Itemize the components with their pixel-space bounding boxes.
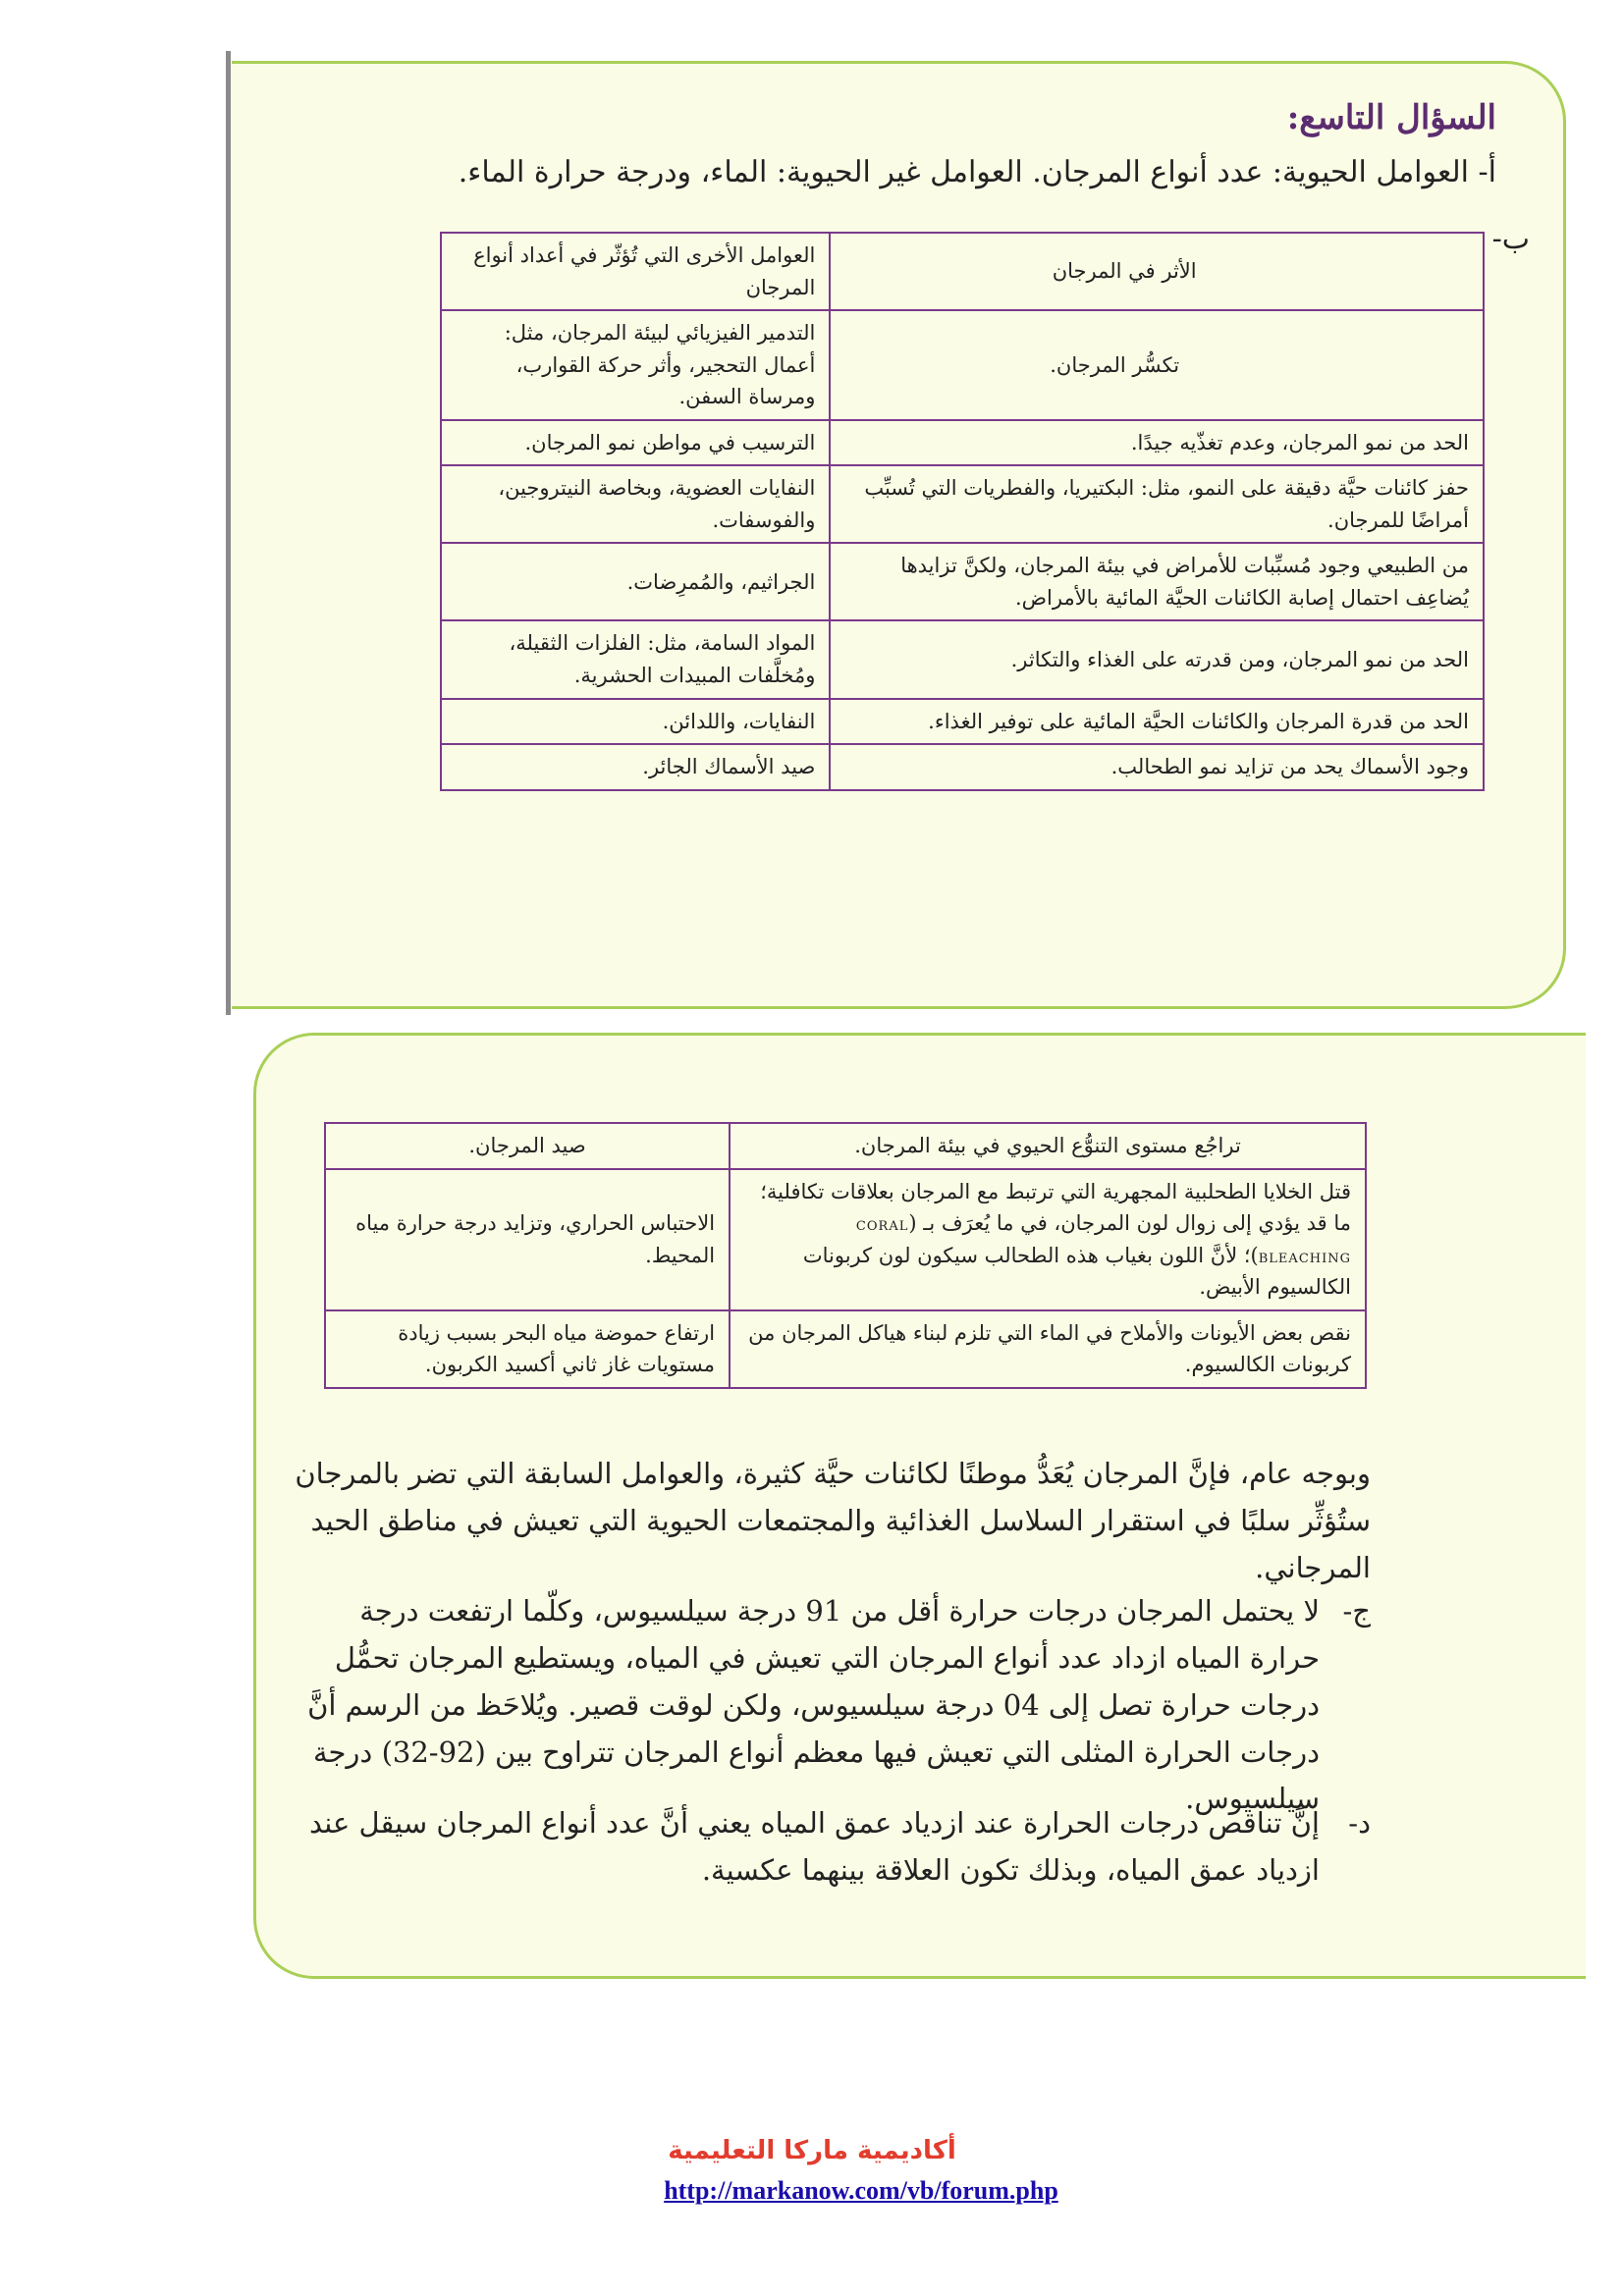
factor-cell: النفايات، واللدائن. bbox=[441, 699, 830, 745]
academy-name: أكاديمية ماركا التعليمية bbox=[668, 2136, 956, 2165]
effect-cell bbox=[730, 1169, 1366, 1310]
coral-bleaching-term: CORAL BLEACHING bbox=[855, 1219, 1351, 1266]
factor-cell: صيد الأسماك الجائر. bbox=[441, 744, 830, 790]
table-row bbox=[325, 1123, 1366, 1169]
effect-cell: تكسُّر المرجان. bbox=[830, 310, 1484, 420]
part-b-label: ب- bbox=[1491, 222, 1530, 256]
table-row bbox=[325, 1169, 1366, 1310]
effect-cell: الحد من قدرة المرجان والكائنات الحيَّة المائية على توفير الغذاء. bbox=[830, 699, 1484, 745]
part-j-label: ج- bbox=[1342, 1594, 1371, 1628]
table-row bbox=[441, 744, 1484, 790]
margin-rule bbox=[226, 51, 231, 1015]
table-row bbox=[441, 543, 1484, 620]
factor-cell: المواد السامة، مثل: الفلزات الثقيلة، ومُخلَّفات المبيدات الحشرية. bbox=[441, 620, 830, 698]
factors-table bbox=[440, 232, 1485, 791]
table-row bbox=[441, 465, 1484, 543]
part-d-label: د- bbox=[1348, 1806, 1371, 1840]
effect-cell: تراجُع مستوى التنوُّع الحيوي في بيئة المرجان. bbox=[730, 1123, 1366, 1169]
header-effect: الأثر في المرجان bbox=[830, 233, 1484, 310]
effect-cell: حفز كائنات حيَّة دقيقة على النمو، مثل: البكتيريا، والفطريات التي تُسبِّب أمراضًا للمرجان. bbox=[830, 465, 1484, 543]
factor-cell: النفايات العضوية، وبخاصة النيتروجين، والفوسفات. bbox=[441, 465, 830, 543]
part-d bbox=[291, 1800, 1371, 1895]
factor-cell: صيد المرجان. bbox=[325, 1123, 730, 1169]
effect-cell: الحد من نمو المرجان، وعدم تغذّيه جيدًا. bbox=[830, 420, 1484, 466]
factor-cell: التدمير الفيزيائي لبيئة المرجان، مثل: أعمال التحجير، وأثر حركة القوارب، ومرساة السفن. bbox=[441, 310, 830, 420]
part-a bbox=[459, 155, 1496, 189]
effect-cell: الحد من نمو المرجان، ومن قدرته على الغذاء والتكاثر. bbox=[830, 620, 1484, 698]
table-row bbox=[441, 620, 1484, 698]
footer-link-wrap bbox=[0, 2176, 1624, 2206]
factor-cell: ارتفاع حموضة مياه البحر بسبب زيادة مستويات غاز ثاني أكسيد الكربون. bbox=[325, 1310, 730, 1388]
effect-cell: وجود الأسماك يحد من تزايد نمو الطحالب. bbox=[830, 744, 1484, 790]
header-factor: العوامل الأخرى التي تُؤثّر في أعداد أنواع المرجان bbox=[441, 233, 830, 310]
part-d-text: إنَّ تناقص درجات الحرارة عند ازدياد عمق المياه يعني أنَّ عدد أنواع المرجان سيقل عند ازدياد عمق المياه، وبذلك تكون العلاقة بينهما عكسية. bbox=[308, 1806, 1320, 1887]
factors-table-continued bbox=[324, 1122, 1367, 1389]
factor-cell: الجراثيم، والمُمرِضات. bbox=[441, 543, 830, 620]
part-a-text: العوامل الحيوية: عدد أنواع المرجان. العوامل غير الحيوية: الماء، ودرجة حرارة الماء. bbox=[458, 155, 1469, 189]
effect-cell: نقص بعض الأيونات والأملاح في الماء التي تلزم لبناء هياكل المرجان من كربونات الكالسيوم. bbox=[730, 1310, 1366, 1388]
table-row bbox=[441, 420, 1484, 466]
question-title: السؤال التاسع: bbox=[1286, 98, 1496, 137]
factor-cell: الاحتباس الحراري، وتزايد درجة حرارة مياه المحيط. bbox=[325, 1169, 730, 1310]
forum-link[interactable]: http://markanow.com/vb/forum.php bbox=[664, 2176, 1058, 2205]
factor-cell: الترسيب في مواطن نمو المرجان. bbox=[441, 420, 830, 466]
table-row bbox=[325, 1310, 1366, 1388]
table-row bbox=[441, 699, 1484, 745]
table-row bbox=[441, 310, 1484, 420]
effect-cell: من الطبيعي وجود مُسبِّبات للأمراض في بيئة المرجان، ولكنَّ تزايدها يُضاعِف احتمال إصابة الكائنات الحيَّة المائية بالأمراض. bbox=[830, 543, 1484, 620]
table-header-row bbox=[441, 233, 1484, 310]
part-j-text: لا يحتمل المرجان درجات حرارة أقل من 91 درجة سيلسيوس، وكلّما ارتفعت درجة حرارة المياه ازداد عدد أنواع المرجان التي تعيش في المياه، ويستطيع المرجان تحمُّل درجات حرارة تصل إلى 04 درجة سيلسيوس، ولكن لوقت قصير. ويُلاحَظ من الرسم أنَّ درجات الحرارة المثلى التي تعيش فيها معظم أنواع المرجان تتراوح بين (92-32) درجة سيلسيوس. bbox=[307, 1594, 1320, 1816]
effect-text-end: )؛ لأنَّ اللون بغياب هذه الطحالب سيكون لون كربونات الكالسيوم الأبيض. bbox=[802, 1243, 1351, 1300]
part-a-label: أ- bbox=[1478, 155, 1496, 189]
effect-text-start: قتل الخلايا الطحلبية المجهرية التي ترتبط مع المرجان بعلاقات تكافلية؛ ما قد يؤدي إلى زوال لون المرجان، في ما يُعرَف بـ ( bbox=[760, 1179, 1351, 1236]
part-j bbox=[291, 1588, 1371, 1823]
general-paragraph: وبوجه عام، فإنَّ المرجان يُعَدُّ موطنًا لكائنات حيَّة كثيرة، والعوامل السابقة التي تضر بالمرجان ستُؤثِّر سلبًا في استقرار السلاسل الغذائية والمجتمعات الحيوية التي تعيش في مناطق الحيد المرجاني. bbox=[295, 1457, 1371, 1584]
